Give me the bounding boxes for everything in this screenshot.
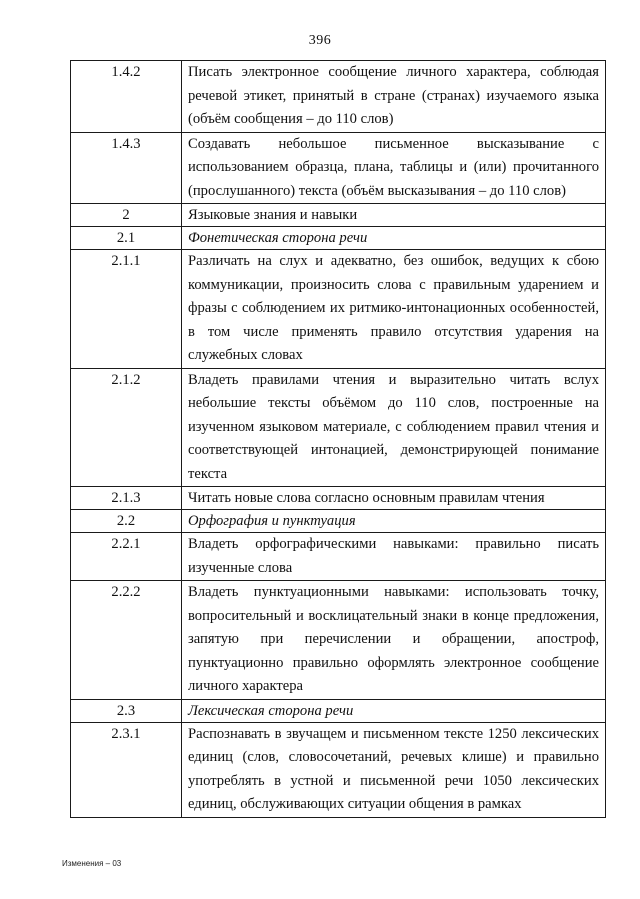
row-text: Создавать небольшое письменное высказывание с использованием образца, плана, таблицы и (или) прочитанного (прослушанного) текста (объём высказывания – до 110 слов) [182, 132, 606, 204]
row-code: 1.4.2 [71, 61, 182, 133]
row-code: 2.1.3 [71, 487, 182, 510]
row-code: 2.1.1 [71, 250, 182, 369]
row-code: 2.3.1 [71, 722, 182, 817]
row-code: 2.1 [71, 227, 182, 250]
section-title: Орфография и пунктуация [182, 510, 606, 533]
row-code: 1.4.3 [71, 132, 182, 204]
table-row [71, 227, 606, 250]
row-code: 2.2 [71, 510, 182, 533]
table-row [71, 132, 606, 204]
row-code: 2 [71, 204, 182, 227]
table-row [71, 204, 606, 227]
table-row [71, 61, 606, 133]
section-title: Фонетическая сторона речи [182, 227, 606, 250]
table-row [71, 487, 606, 510]
row-text: Владеть орфографическими навыками: правильно писать изученные слова [182, 533, 606, 581]
row-code: 2.2.1 [71, 533, 182, 581]
row-text: Владеть правилами чтения и выразительно читать вслух небольшие тексты объёмом до 110 слов, построенные на изученном языковом материале, с соблюдением правил чтения и соответствующей интонацией, демонстрирующей понимание текста [182, 368, 606, 487]
row-text: Владеть пунктуационными навыками: использовать точку, вопросительный и восклицательный знаки в конце предложения, запятую при перечислении и обращении, апостроф, пунктуационно правильно оформлять электронное сообщение личного характера [182, 581, 606, 700]
row-text: Писать электронное сообщение личного характера, соблюдая речевой этикет, принятый в стране (странах) изучаемого языка (объём сообщения – до 110 слов) [182, 61, 606, 133]
footer-note: Изменения – 03 [62, 859, 122, 868]
table-row [71, 581, 606, 700]
page-number: 396 [308, 33, 332, 48]
row-code: 2.2.2 [71, 581, 182, 700]
table-row [71, 250, 606, 369]
row-code: 2.1.2 [71, 368, 182, 487]
section-title: Лексическая сторона речи [182, 699, 606, 722]
table-row [71, 510, 606, 533]
table-row [71, 722, 606, 817]
row-code: 2.3 [71, 699, 182, 722]
row-text: Различать на слух и адекватно, без ошибок, ведущих к сбою коммуникации, произносить слова с правильным ударением и фразы с соблюдением их ритмико-интонационных особенностей, в том числе применять правило отсутствия ударения на служебных словах [182, 250, 606, 369]
table-row [71, 699, 606, 722]
table-row [71, 368, 606, 487]
table-row [71, 533, 606, 581]
curriculum-table [70, 60, 606, 818]
row-text: Распознавать в звучащем и письменном тексте 1250 лексических единиц (слов, словосочетаний, речевых клише) и правильно употреблять в устной и письменной речи 1050 лексических единиц, обслуживающих ситуации общения в рамках [182, 722, 606, 817]
row-text: Читать новые слова согласно основным правилам чтения [182, 487, 606, 510]
row-text: Языковые знания и навыки [182, 204, 606, 227]
